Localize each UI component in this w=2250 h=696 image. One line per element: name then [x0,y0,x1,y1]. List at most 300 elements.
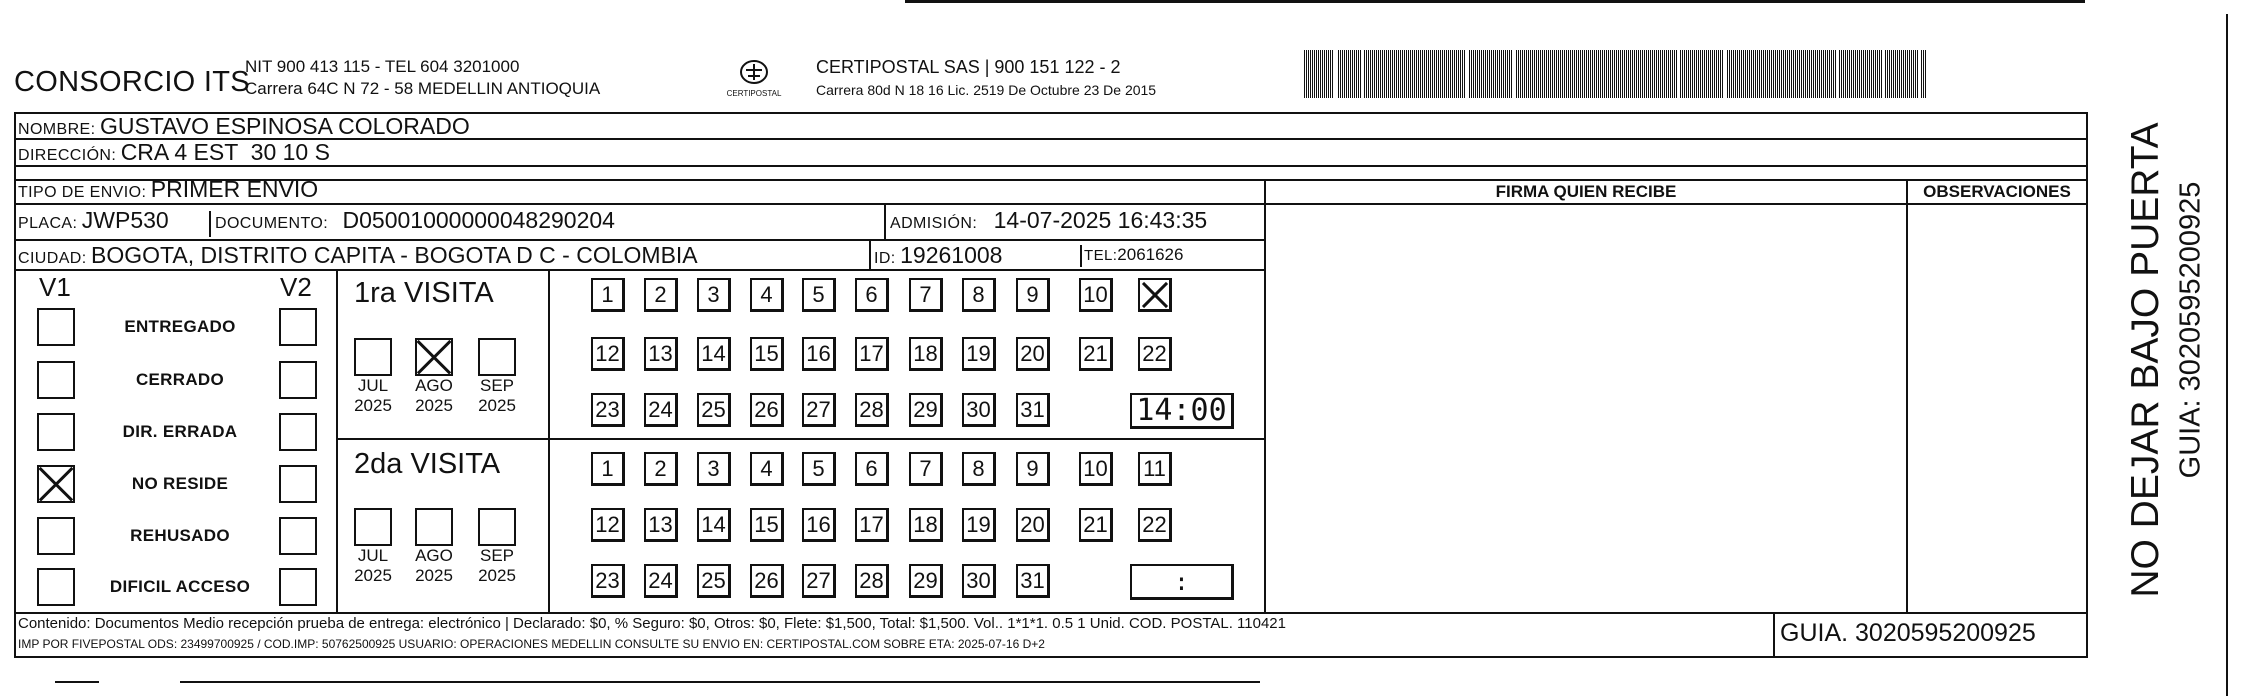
barcode-bar [1759,50,1760,98]
second-day-23[interactable]: 23 [591,564,625,598]
second-time-box[interactable]: : [1130,564,1234,600]
barcode-bar [1592,50,1593,98]
barcode-bar [1448,50,1449,98]
barcode-bar [1491,50,1492,98]
second-month-label-sep: SEP [479,546,515,565]
second-day-31[interactable]: 31 [1016,564,1050,598]
barcode-bar [1574,50,1575,98]
barcode-bar [1473,50,1474,98]
status-label-rehusado: REHUSADO [130,526,230,545]
barcode-bar [1610,50,1611,98]
barcode-bar [1688,50,1689,98]
barcode-bar [1326,50,1327,98]
first-day-2[interactable]: 2 [644,278,678,312]
v1-checkbox-no-reside[interactable] [37,465,75,503]
carrier-license: Carrera 80d N 18 16 Lic. 2519 De Octubre 23 De 2015 [816,82,1157,98]
barcode-bar [1454,50,1455,98]
barcode-bar [1735,50,1736,98]
second-day-9[interactable]: 9 [1016,452,1050,486]
barcode-bar [1650,50,1651,98]
barcode-bar [1392,50,1393,98]
first-day-31[interactable]: 31 [1016,393,1050,427]
barcode-bar [1546,50,1547,98]
second-day-14[interactable]: 14 [697,508,731,542]
first-day-12[interactable]: 12 [591,337,625,371]
barcode-bar [1516,50,1517,98]
barcode-bar [1580,50,1581,98]
first-day-23[interactable]: 23 [591,393,625,427]
barcode-bar [1458,50,1459,98]
first-day-15[interactable]: 15 [750,337,784,371]
firma-header: FIRMA QUIEN RECIBE [1495,182,1677,201]
barcode-bar [1501,50,1502,98]
second-day-22[interactable]: 22 [1138,508,1172,542]
barcode-bar [1720,50,1721,98]
second-day-5[interactable]: 5 [802,452,836,486]
first-visit-title: 1ra VISITA [354,277,494,309]
barcode-bar [1630,50,1631,98]
barcode-bar [1584,50,1585,98]
barcode-bar [1534,50,1535,98]
barcode-bar [1729,50,1730,98]
barcode-bar [1741,50,1742,98]
barcode-bar [1477,50,1478,98]
placa-label: PLACA: [18,215,78,232]
first-month-checkbox-sep[interactable] [478,338,516,376]
first-day-19[interactable]: 19 [962,337,996,371]
barcode-bar [1344,50,1345,98]
barcode-bar [1374,50,1375,98]
barcode-bar [1558,50,1559,98]
barcode-bar [1915,50,1916,98]
barcode-bar [1905,50,1906,98]
barcode-bar [1481,50,1482,98]
second-day-3[interactable]: 3 [697,452,731,486]
barcode-bar [1616,50,1617,98]
second-day-8[interactable]: 8 [962,452,996,486]
second-day-27[interactable]: 27 [802,564,836,598]
barcode-bar [1332,50,1333,98]
first-day-1[interactable]: 1 [591,278,625,312]
side-warning: NO DEJAR BAJO PUERTA [2124,122,2167,598]
barcode-bar [1841,50,1842,98]
second-month-checkbox-sep[interactable] [478,508,516,546]
first-day-27[interactable]: 27 [802,393,836,427]
v2-checkbox-no-reside[interactable] [279,465,317,503]
first-day-30[interactable]: 30 [962,393,996,427]
second-year-label-ago: 2025 [415,566,453,585]
first-day-10[interactable]: 10 [1079,278,1113,312]
first-day-7[interactable]: 7 [909,278,943,312]
barcode-bar [1460,50,1461,98]
barcode-bar [1602,50,1603,98]
second-day-12[interactable]: 12 [591,508,625,542]
barcode-bar [1356,50,1357,98]
barcode-bar [1801,50,1802,98]
second-day-10[interactable]: 10 [1079,452,1113,486]
col-firma-left [1264,179,1266,612]
barcode-bar [1769,50,1770,98]
barcode-bar [1330,50,1331,98]
barcode-bar [1554,50,1555,98]
tipo-label: TIPO DE ENVIO: [18,184,147,201]
first-day-5[interactable]: 5 [802,278,836,312]
barcode-bar [1698,50,1699,98]
barcode-bar [1462,50,1463,98]
barcode-bar [1771,50,1772,98]
barcode-bar [1718,50,1719,98]
admision-label: ADMISIÓN: [890,215,978,232]
barcode-bar [1819,50,1820,98]
tipo-row [18,176,318,203]
barcode-bar [1626,50,1627,98]
barcode-bar [1408,50,1409,98]
barcode-bar [1495,50,1496,98]
second-year-label-jul: 2025 [354,566,392,585]
barcode-bar [1863,50,1864,98]
first-day-18[interactable]: 18 [909,337,943,371]
barcode-bar [1489,50,1490,98]
barcode-bar [1446,50,1447,98]
barcode-bar [1879,50,1880,98]
v1-checkbox-cerrado[interactable] [37,361,75,399]
barcode-bar [1684,50,1685,98]
barcode-bar [1440,50,1441,98]
second-day-28[interactable]: 28 [855,564,889,598]
second-day-18[interactable]: 18 [909,508,943,542]
barcode-bar [1518,50,1519,98]
v1-checkbox-entregado[interactable] [37,308,75,346]
direccion-value: CRA 4 EST 30 10 S [120,139,330,165]
barcode-bar [1390,50,1391,98]
v2-checkbox-cerrado[interactable] [279,361,317,399]
barcode-bar [1781,50,1782,98]
second-day-24[interactable]: 24 [644,564,678,598]
barcode-bar [1376,50,1377,98]
admision-field [890,207,1207,234]
barcode-bar [1765,50,1766,98]
barcode-bar [1815,50,1816,98]
first-day-16[interactable]: 16 [802,337,836,371]
barcode-bar [1773,50,1774,98]
barcode-bar [1716,50,1717,98]
second-day-1[interactable]: 1 [591,452,625,486]
barcode-bar [1402,50,1403,98]
second-day-20[interactable]: 20 [1016,508,1050,542]
row-line-5 [14,239,1266,241]
barcode-bar [1889,50,1890,98]
barcode-bar [1731,50,1732,98]
second-day-26[interactable]: 26 [750,564,784,598]
barcode-bar [1503,50,1504,98]
barcode-bar [1424,50,1425,98]
barcode-bar [1807,50,1808,98]
barcode-bar [1628,50,1629,98]
barcode-bar [1696,50,1697,98]
barcode-bar [1885,50,1886,98]
second-day-21[interactable]: 21 [1079,508,1113,542]
barcode-bar [1422,50,1423,98]
barcode-bar [1897,50,1898,98]
barcode-bar [1342,50,1343,98]
guia-box-left [1773,612,1775,656]
barcode-bar [1751,50,1752,98]
barcode-bar [1871,50,1872,98]
v1-checkbox-dir-errada[interactable] [37,413,75,451]
barcode-bar [1428,50,1429,98]
guia-footer: GUIA. 3020595200925 [1780,619,2036,647]
barcode-bar [1536,50,1537,98]
row-line-3 [14,179,2088,181]
bottom-dash [55,681,99,683]
barcode-bar [1578,50,1579,98]
barcode-bar [1913,50,1914,98]
barcode-bar [1410,50,1411,98]
barcode-bar [1817,50,1818,98]
barcode-bar [1380,50,1381,98]
barcode-bar [1511,50,1512,98]
barcode-bar [1566,50,1567,98]
barcode-bar [1656,50,1657,98]
barcode-bar [1487,50,1488,98]
barcode-bar [1352,50,1353,98]
barcode-bar [1434,50,1435,98]
barcode-bar [1686,50,1687,98]
barcode-bar [1509,50,1510,98]
company-nit: NIT 900 413 115 - TEL 604 3201000 [245,57,520,76]
first-year-label-ago: 2025 [415,396,453,415]
second-day-19[interactable]: 19 [962,508,996,542]
first-month-label-jul: JUL [357,376,389,395]
second-month-checkbox-ago[interactable] [415,508,453,546]
barcode-bar [1865,50,1866,98]
barcode-bar [1891,50,1892,98]
second-day-11[interactable]: 11 [1138,452,1172,486]
barcode-bar [1873,50,1874,98]
v2-checkbox-entregado[interactable] [279,308,317,346]
barcode-bar [1596,50,1597,98]
barcode-bar [1485,50,1486,98]
barcode-bar [1620,50,1621,98]
barcode-bar [1576,50,1577,98]
documento-label: DOCUMENTO: [215,215,329,232]
first-day-4[interactable]: 4 [750,278,784,312]
barcode-bar [1799,50,1800,98]
second-day-25[interactable]: 25 [697,564,731,598]
status-label-no-reside: NO RESIDE [131,474,229,493]
barcode-bar [1851,50,1852,98]
first-day-8[interactable]: 8 [962,278,996,312]
first-day-9[interactable]: 9 [1016,278,1050,312]
second-day-17[interactable]: 17 [855,508,889,542]
barcode-bar [1867,50,1868,98]
barcode-bar [1366,50,1367,98]
v1-checkbox-rehusado[interactable] [37,517,75,555]
barcode-bar [1757,50,1758,98]
barcode-bar [1634,50,1635,98]
barcode-bar [1542,50,1543,98]
barcode-bar [1612,50,1613,98]
barcode-bar [1398,50,1399,98]
visit-divider [336,438,1266,440]
placa-divider [209,211,211,237]
first-day-29[interactable]: 29 [909,393,943,427]
tel-divider [1080,245,1082,267]
ciudad-label: CIUDAD: [18,250,87,267]
barcode-bar [1917,50,1918,98]
second-month-checkbox-jul[interactable] [354,508,392,546]
first-day-21[interactable]: 21 [1079,337,1113,371]
first-day-13[interactable]: 13 [644,337,678,371]
barcode-bar [1598,50,1599,98]
v2-label: V2 [280,272,312,302]
barcode-bar [1324,50,1325,98]
barcode-bar [1839,50,1840,98]
barcode-bar [1497,50,1498,98]
barcode-bar [1314,50,1315,98]
first-day-22[interactable]: 22 [1138,337,1172,371]
id-divider [869,241,871,269]
status-label-entregado: ENTREGADO [124,317,236,336]
second-day-29[interactable]: 29 [909,564,943,598]
barcode-bar [1809,50,1810,98]
barcode-bar [1368,50,1369,98]
first-day-14[interactable]: 14 [697,337,731,371]
barcode-bar [1572,50,1573,98]
barcode-bar [1600,50,1601,98]
barcode-bar [1420,50,1421,98]
barcode-bar [1388,50,1389,98]
first-day-26[interactable]: 26 [750,393,784,427]
barcode-bar [1544,50,1545,98]
nombre-value: GUSTAVO ESPINOSA COLORADO [99,113,470,139]
barcode-bar [1632,50,1633,98]
barcode-bar [1493,50,1494,98]
barcode-bar [1618,50,1619,98]
barcode-bar [1670,50,1671,98]
v2-checkbox-rehusado[interactable] [279,517,317,555]
barcode-bar [1564,50,1565,98]
top-edge-line [905,0,2085,3]
status-label-dificil-acceso: DIFICIL ACCESO [109,577,251,596]
first-day-28[interactable]: 28 [855,393,889,427]
v2-checkbox-dir-errada[interactable] [279,413,317,451]
first-day-11[interactable] [1138,278,1172,312]
grid-bottom [14,656,2088,658]
barcode-bar [1813,50,1814,98]
first-day-17[interactable]: 17 [855,337,889,371]
barcode-bar [1835,50,1836,98]
barcode-bar [1811,50,1812,98]
second-day-13[interactable]: 13 [644,508,678,542]
second-day-4[interactable]: 4 [750,452,784,486]
first-day-6[interactable]: 6 [855,278,889,312]
second-day-6[interactable]: 6 [855,452,889,486]
first-day-3[interactable]: 3 [697,278,731,312]
barcode-bar [1847,50,1848,98]
barcode-bar [1568,50,1569,98]
first-day-24[interactable]: 24 [644,393,678,427]
barcode-bar [1471,50,1472,98]
barcode-bar [1895,50,1896,98]
barcode-bar [1570,50,1571,98]
placa-field [18,207,169,234]
barcode-bar [1528,50,1529,98]
first-time-box[interactable]: 14:00 [1130,393,1234,429]
barcode-bar [1899,50,1900,98]
first-year-label-jul: 2025 [354,396,392,415]
v2-checkbox-dificil-acceso[interactable] [279,568,317,606]
first-month-checkbox-ago[interactable] [415,338,453,376]
barcode-bar [1763,50,1764,98]
barcode-bar [1708,50,1709,98]
barcode-bar [1586,50,1587,98]
barcode-bar [1370,50,1371,98]
barcode-bar [1664,50,1665,98]
barcode-bar [1827,50,1828,98]
barcode-bar [1350,50,1351,98]
barcode-bar [1833,50,1834,98]
barcode-bar [1694,50,1695,98]
barcode-bar [1692,50,1693,98]
barcode-bar [1658,50,1659,98]
barcode-bar [1430,50,1431,98]
barcode-bar [1524,50,1525,98]
barcode-bar [1660,50,1661,98]
contenido-text: Contenido: Documentos Medio recepción prueba de entrega: electrónico | Declarado: $0, % Seguro: $0, Otros: $0, Flete: $1,500, Total: $1,500. Vol.. 1*1*1. 0.5 1 Unid. COD. POSTAL. 110421 [18,615,1286,632]
v1-checkbox-dificil-acceso[interactable] [37,568,75,606]
second-month-label-ago: AGO [415,546,453,565]
bottom-rule [180,681,1260,683]
second-day-16[interactable]: 16 [802,508,836,542]
barcode-bar [1648,50,1649,98]
first-month-checkbox-jul[interactable] [354,338,392,376]
barcode-bar [1861,50,1862,98]
documento-value: D05001000000048290204 [342,207,615,233]
barcode-bar [1714,50,1715,98]
col-month-right [548,269,550,612]
barcode-bar [1680,50,1681,98]
second-day-7[interactable]: 7 [909,452,943,486]
barcode-bar [1483,50,1484,98]
v1-label: V1 [39,272,71,302]
barcode-bar [1608,50,1609,98]
barcode-bar [1426,50,1427,98]
barcode-bar [1747,50,1748,98]
barcode-bar [1859,50,1860,98]
barcode-bar [1338,50,1339,98]
barcode-bar [1901,50,1902,98]
second-day-30[interactable]: 30 [962,564,996,598]
first-day-20[interactable]: 20 [1016,337,1050,371]
barcode-bar [1622,50,1623,98]
second-day-2[interactable]: 2 [644,452,678,486]
barcode-bar [1825,50,1826,98]
first-day-25[interactable]: 25 [697,393,731,427]
barcode-bar [1358,50,1359,98]
barcode-bar [1831,50,1832,98]
second-day-15[interactable]: 15 [750,508,784,542]
barcode-bar [1594,50,1595,98]
barcode-bar [1704,50,1705,98]
barcode-bar [1911,50,1912,98]
barcode-bar [1560,50,1561,98]
barcode-bar [1386,50,1387,98]
barcode-bar [1925,50,1926,98]
barcode-bar [1668,50,1669,98]
tel-field [1084,245,1183,265]
barcode-bar [1791,50,1792,98]
